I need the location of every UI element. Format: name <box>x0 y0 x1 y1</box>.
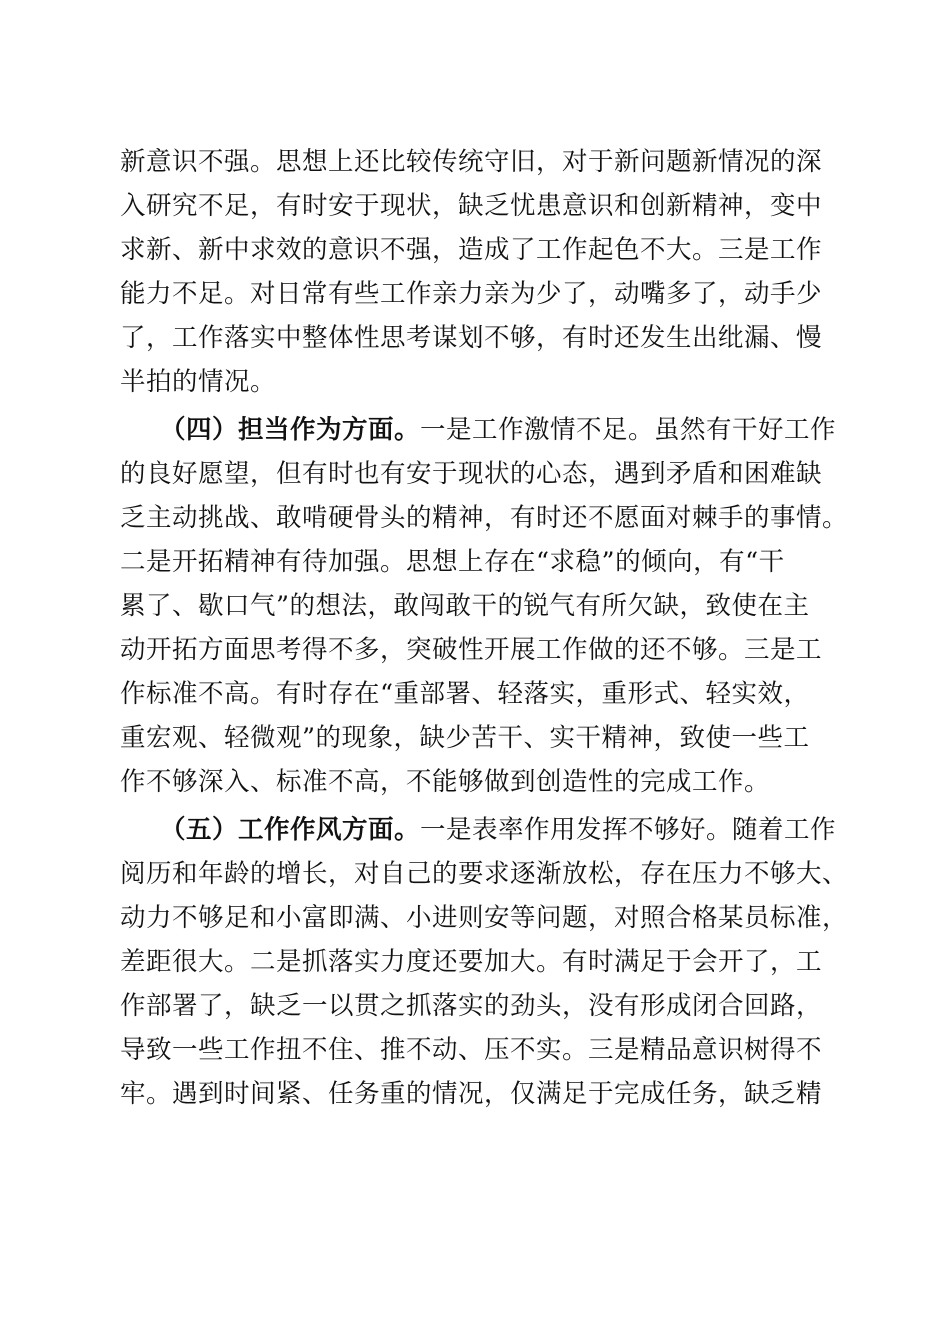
section-4-first-text: 一是工作激情不足。虽然有干好工作 <box>420 415 837 445</box>
section-4-first-line <box>160 408 836 452</box>
text-line: 能力不足。对日常有些工作亲力亲为少了，动嘴多了，动手少 <box>120 279 823 309</box>
section-5-first-line <box>160 808 836 852</box>
text-line: 入研究不足，有时安于现状，缺乏忧患意识和创新精神，变中 <box>120 191 823 221</box>
text-line: 牢。遇到时间紧、任务重的情况，仅满足于完成任务，缺乏精 <box>120 1079 823 1109</box>
text-line: 阅历和年龄的增长，对自己的要求逐渐放松，存在压力不够大、 <box>120 859 849 889</box>
text-line: 二是开拓精神有待加强。思想上存在“求稳”的倾向，有“干 <box>120 547 785 577</box>
section-4-heading: （四）担当作为方面。 <box>160 415 421 445</box>
text-line: 作部署了，缺乏一以贯之抓落实的劲头，没有形成闭合回路， <box>120 991 823 1021</box>
text-line: 重宏观、轻微观”的现象，缺少苦干、实干精神，致使一些工 <box>120 723 810 753</box>
text-line: 累了、歇口气”的想法，敢闯敢干的锐气有所欠缺，致使在主 <box>120 591 810 621</box>
text-line: 差距很大。二是抓落实力度还要加大。有时满足于会开了，工 <box>120 947 823 977</box>
section-5-first-text: 一是表率作用发挥不够好。随着工作 <box>420 815 837 845</box>
text-line: 作标准不高。有时存在“重部署、轻落实，重形式、轻实效， <box>120 679 810 709</box>
text-line: 了，工作落实中整体性思考谋划不够，有时还发生出纰漏、慢 <box>120 323 823 353</box>
text-line: 动开拓方面思考得不多，突破性开展工作做的还不够。三是工 <box>120 635 823 665</box>
text-line: 导致一些工作扭不住、推不动、压不实。三是精品意识树得不 <box>120 1035 823 1065</box>
text-line: 动力不够足和小富即满、小进则安等问题，对照合格某员标准， <box>120 903 849 933</box>
section-5-heading: （五）工作作风方面。 <box>160 815 421 845</box>
text-line: 乏主动挑战、敢啃硬骨头的精神，有时还不愿面对棘手的事情。 <box>120 503 849 533</box>
text-line: 求新、新中求效的意识不强，造成了工作起色不大。三是工作 <box>120 235 823 265</box>
text-line: 作不够深入、标准不高，不能够做到创造性的完成工作。 <box>120 767 771 797</box>
text-line: 半拍的情况。 <box>120 367 277 397</box>
text-line: 的良好愿望，但有时也有安于现状的心态，遇到矛盾和困难缺 <box>120 459 823 489</box>
text-line: 新意识不强。思想上还比较传统守旧，对于新问题新情况的深 <box>120 147 823 177</box>
